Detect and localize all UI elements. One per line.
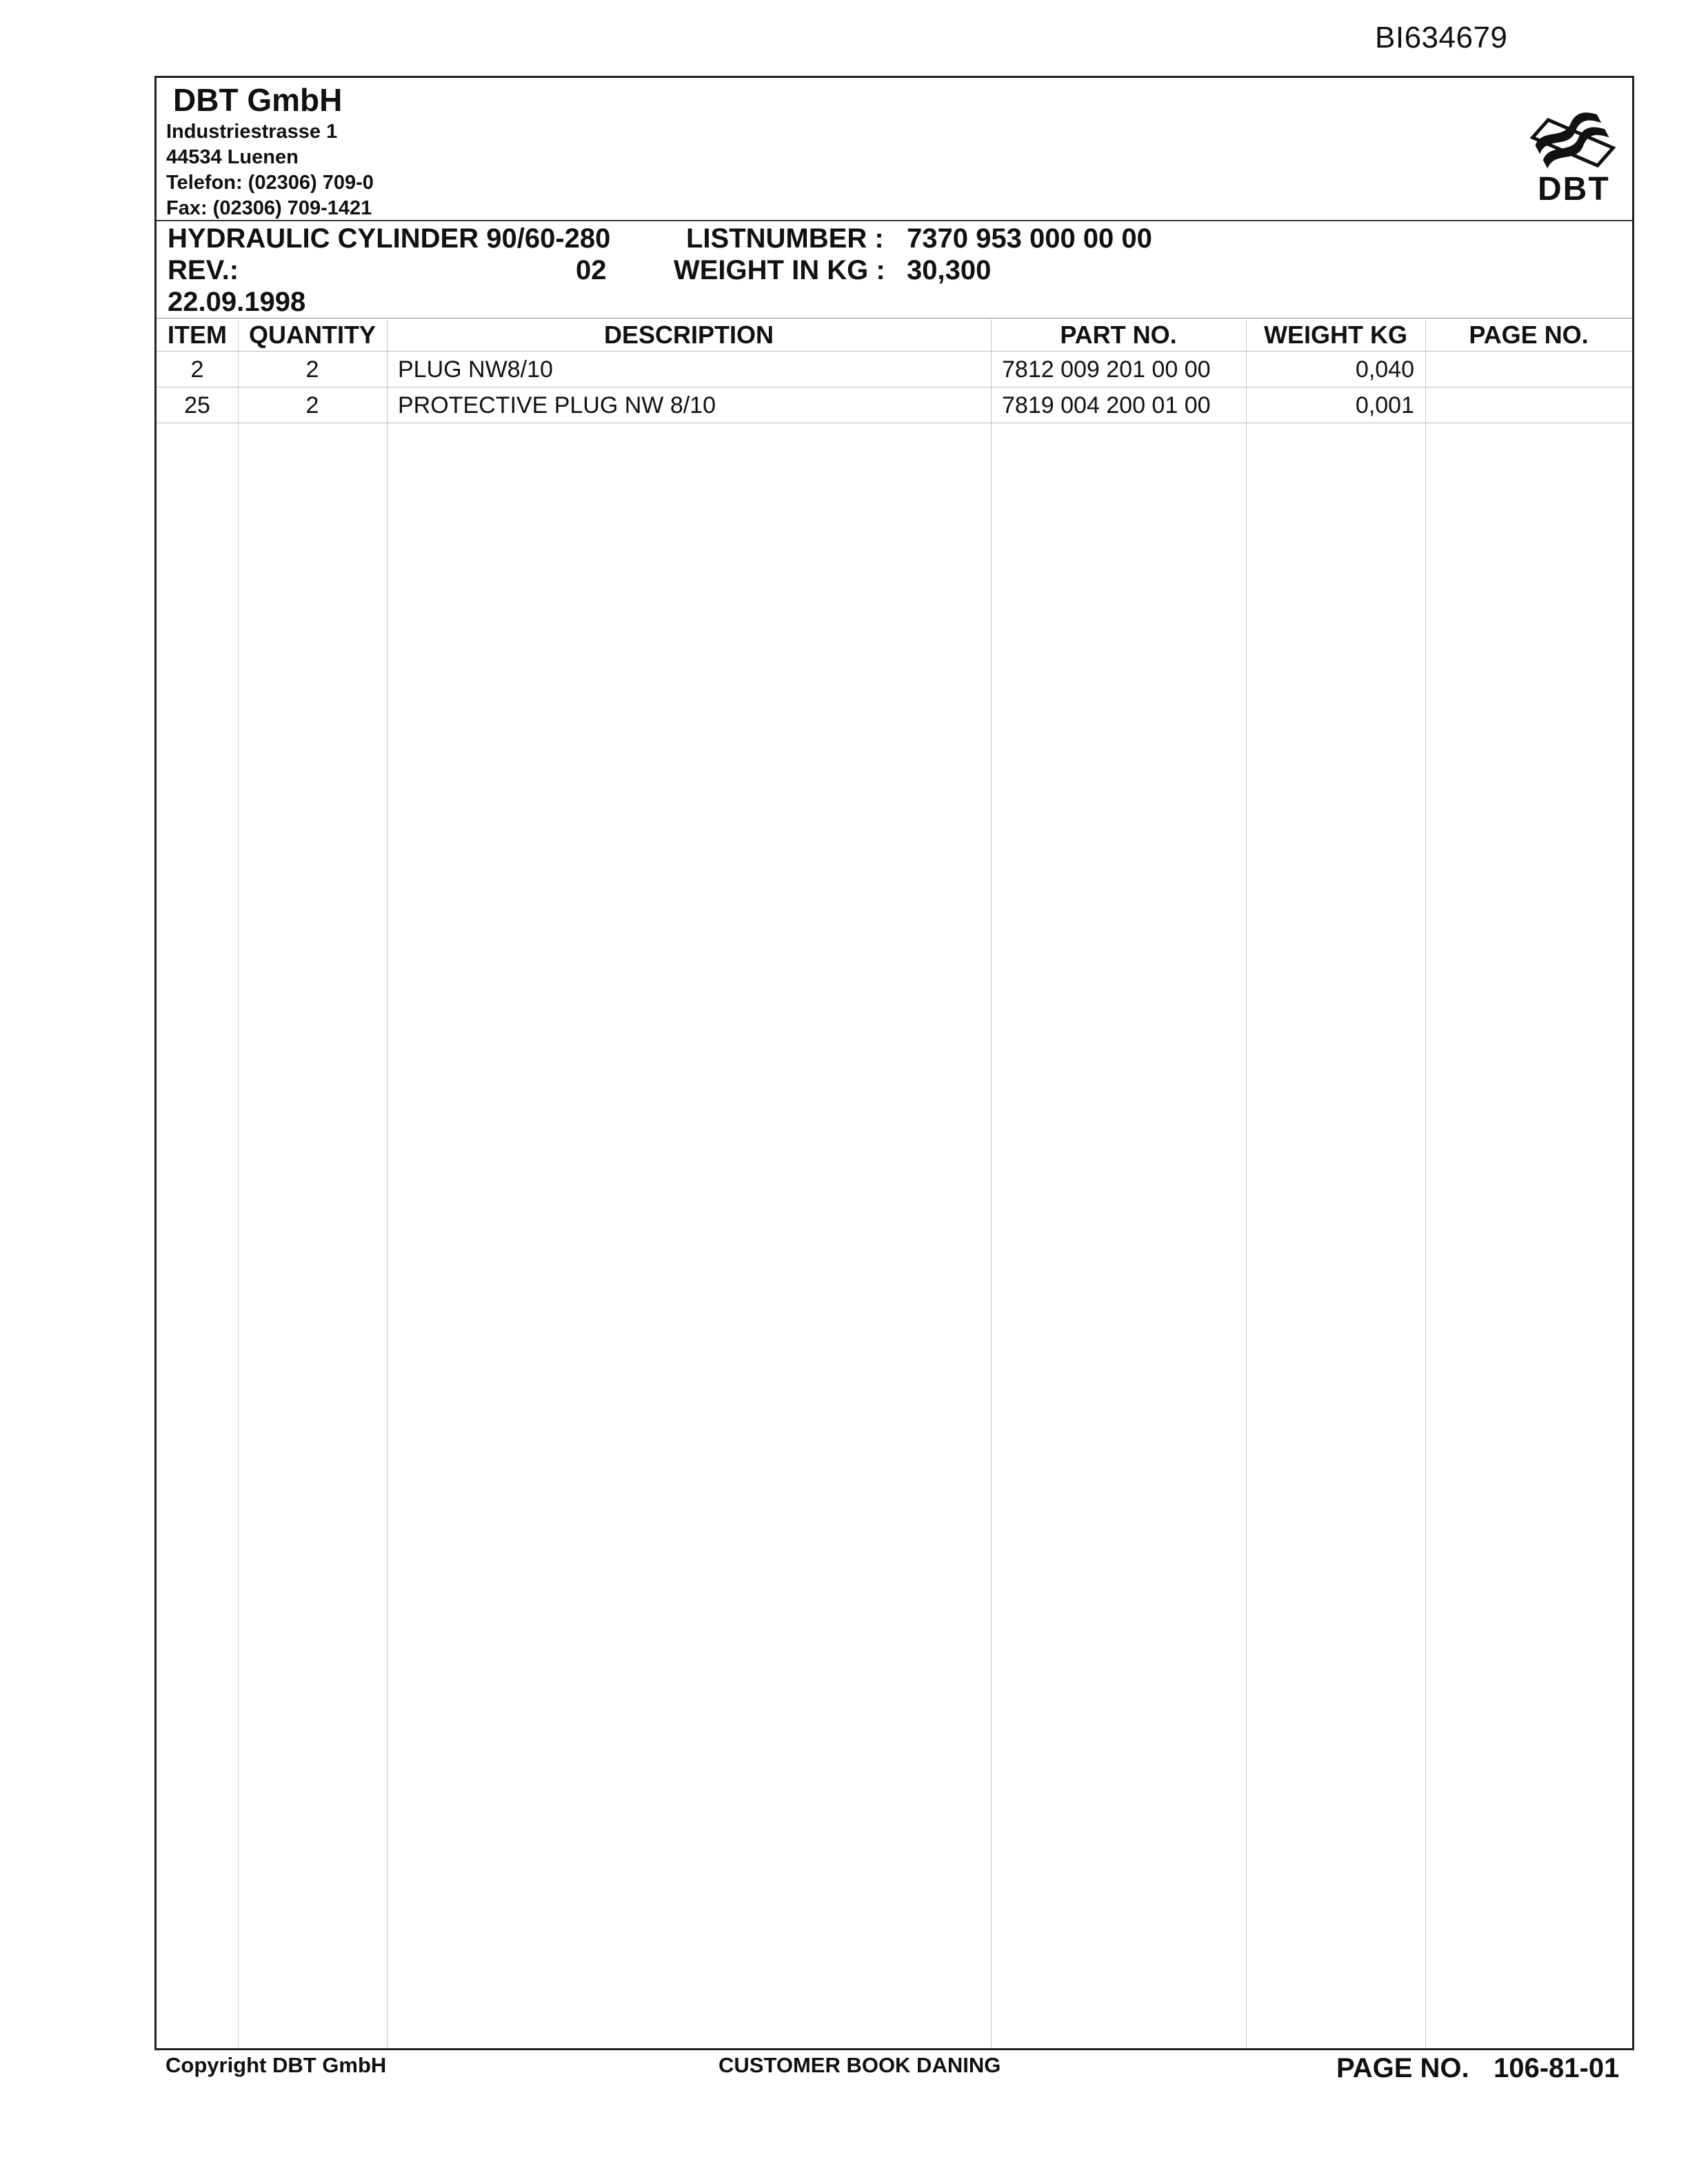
weight-label: WEIGHT IN KG : [674,255,885,285]
address-city: 44534 Luenen [166,146,299,168]
header-row-line [157,351,1632,352]
column-divider [1425,319,1426,2048]
column-header-part-no: PART NO. [1060,321,1177,349]
column-divider [238,319,239,2048]
header-divider [157,220,1632,221]
address-street: Industriestrasse 1 [166,121,338,143]
column-header-page-no: PAGE NO. [1469,321,1589,349]
company-address [166,119,374,221]
column-header-weight: WEIGHT KG [1264,321,1407,349]
column-header-quantity: QUANTITY [249,321,376,349]
logo-text: DBT [1538,171,1610,208]
weight-value: 30,300 [907,255,992,285]
page-number-label: PAGE NO. [1336,2053,1469,2083]
item-cell: 2 [190,356,204,383]
listnumber-label: LISTNUMBER : [686,223,884,254]
revision-date: 22.09.1998 [168,287,306,317]
cylinder-title: HYDRAULIC CYLINDER 90/60-280 [168,223,611,254]
quantity-cell: 2 [305,392,319,418]
copyright-text: Copyright DBT GmbH [165,2053,387,2077]
column-divider [387,319,388,2048]
document-id: BI634679 [1375,21,1508,54]
part-no-cell: 7812 009 201 00 00 [1002,356,1211,383]
rev-value: 02 [576,255,607,285]
quantity-cell: 2 [305,356,319,383]
weight-cell: 0,001 [1355,392,1414,418]
column-header-description: DESCRIPTION [603,321,774,349]
column-divider [1246,319,1247,2048]
page-number-value: 106-81-01 [1494,2053,1620,2083]
parts-list-frame [154,76,1634,2050]
listnumber-value: 7370 953 000 00 00 [907,223,1152,254]
description-cell: PROTECTIVE PLUG NW 8/10 [398,392,716,418]
weight-cell: 0,040 [1355,356,1414,383]
customer-book-text: CUSTOMER BOOK DANING [719,2053,1001,2077]
company-name: DBT GmbH [173,82,343,118]
description-cell: PLUG NW8/10 [398,356,553,383]
item-cell: 25 [184,392,210,418]
rev-label: REV.: [168,255,239,285]
part-no-cell: 7819 004 200 01 00 [1002,392,1211,418]
column-header-item: ITEM [168,321,227,349]
address-phone: Telefon: (02306) 709-0 [166,172,374,194]
address-fax: Fax: (02306) 709-1421 [166,197,372,219]
column-divider [991,319,992,2048]
